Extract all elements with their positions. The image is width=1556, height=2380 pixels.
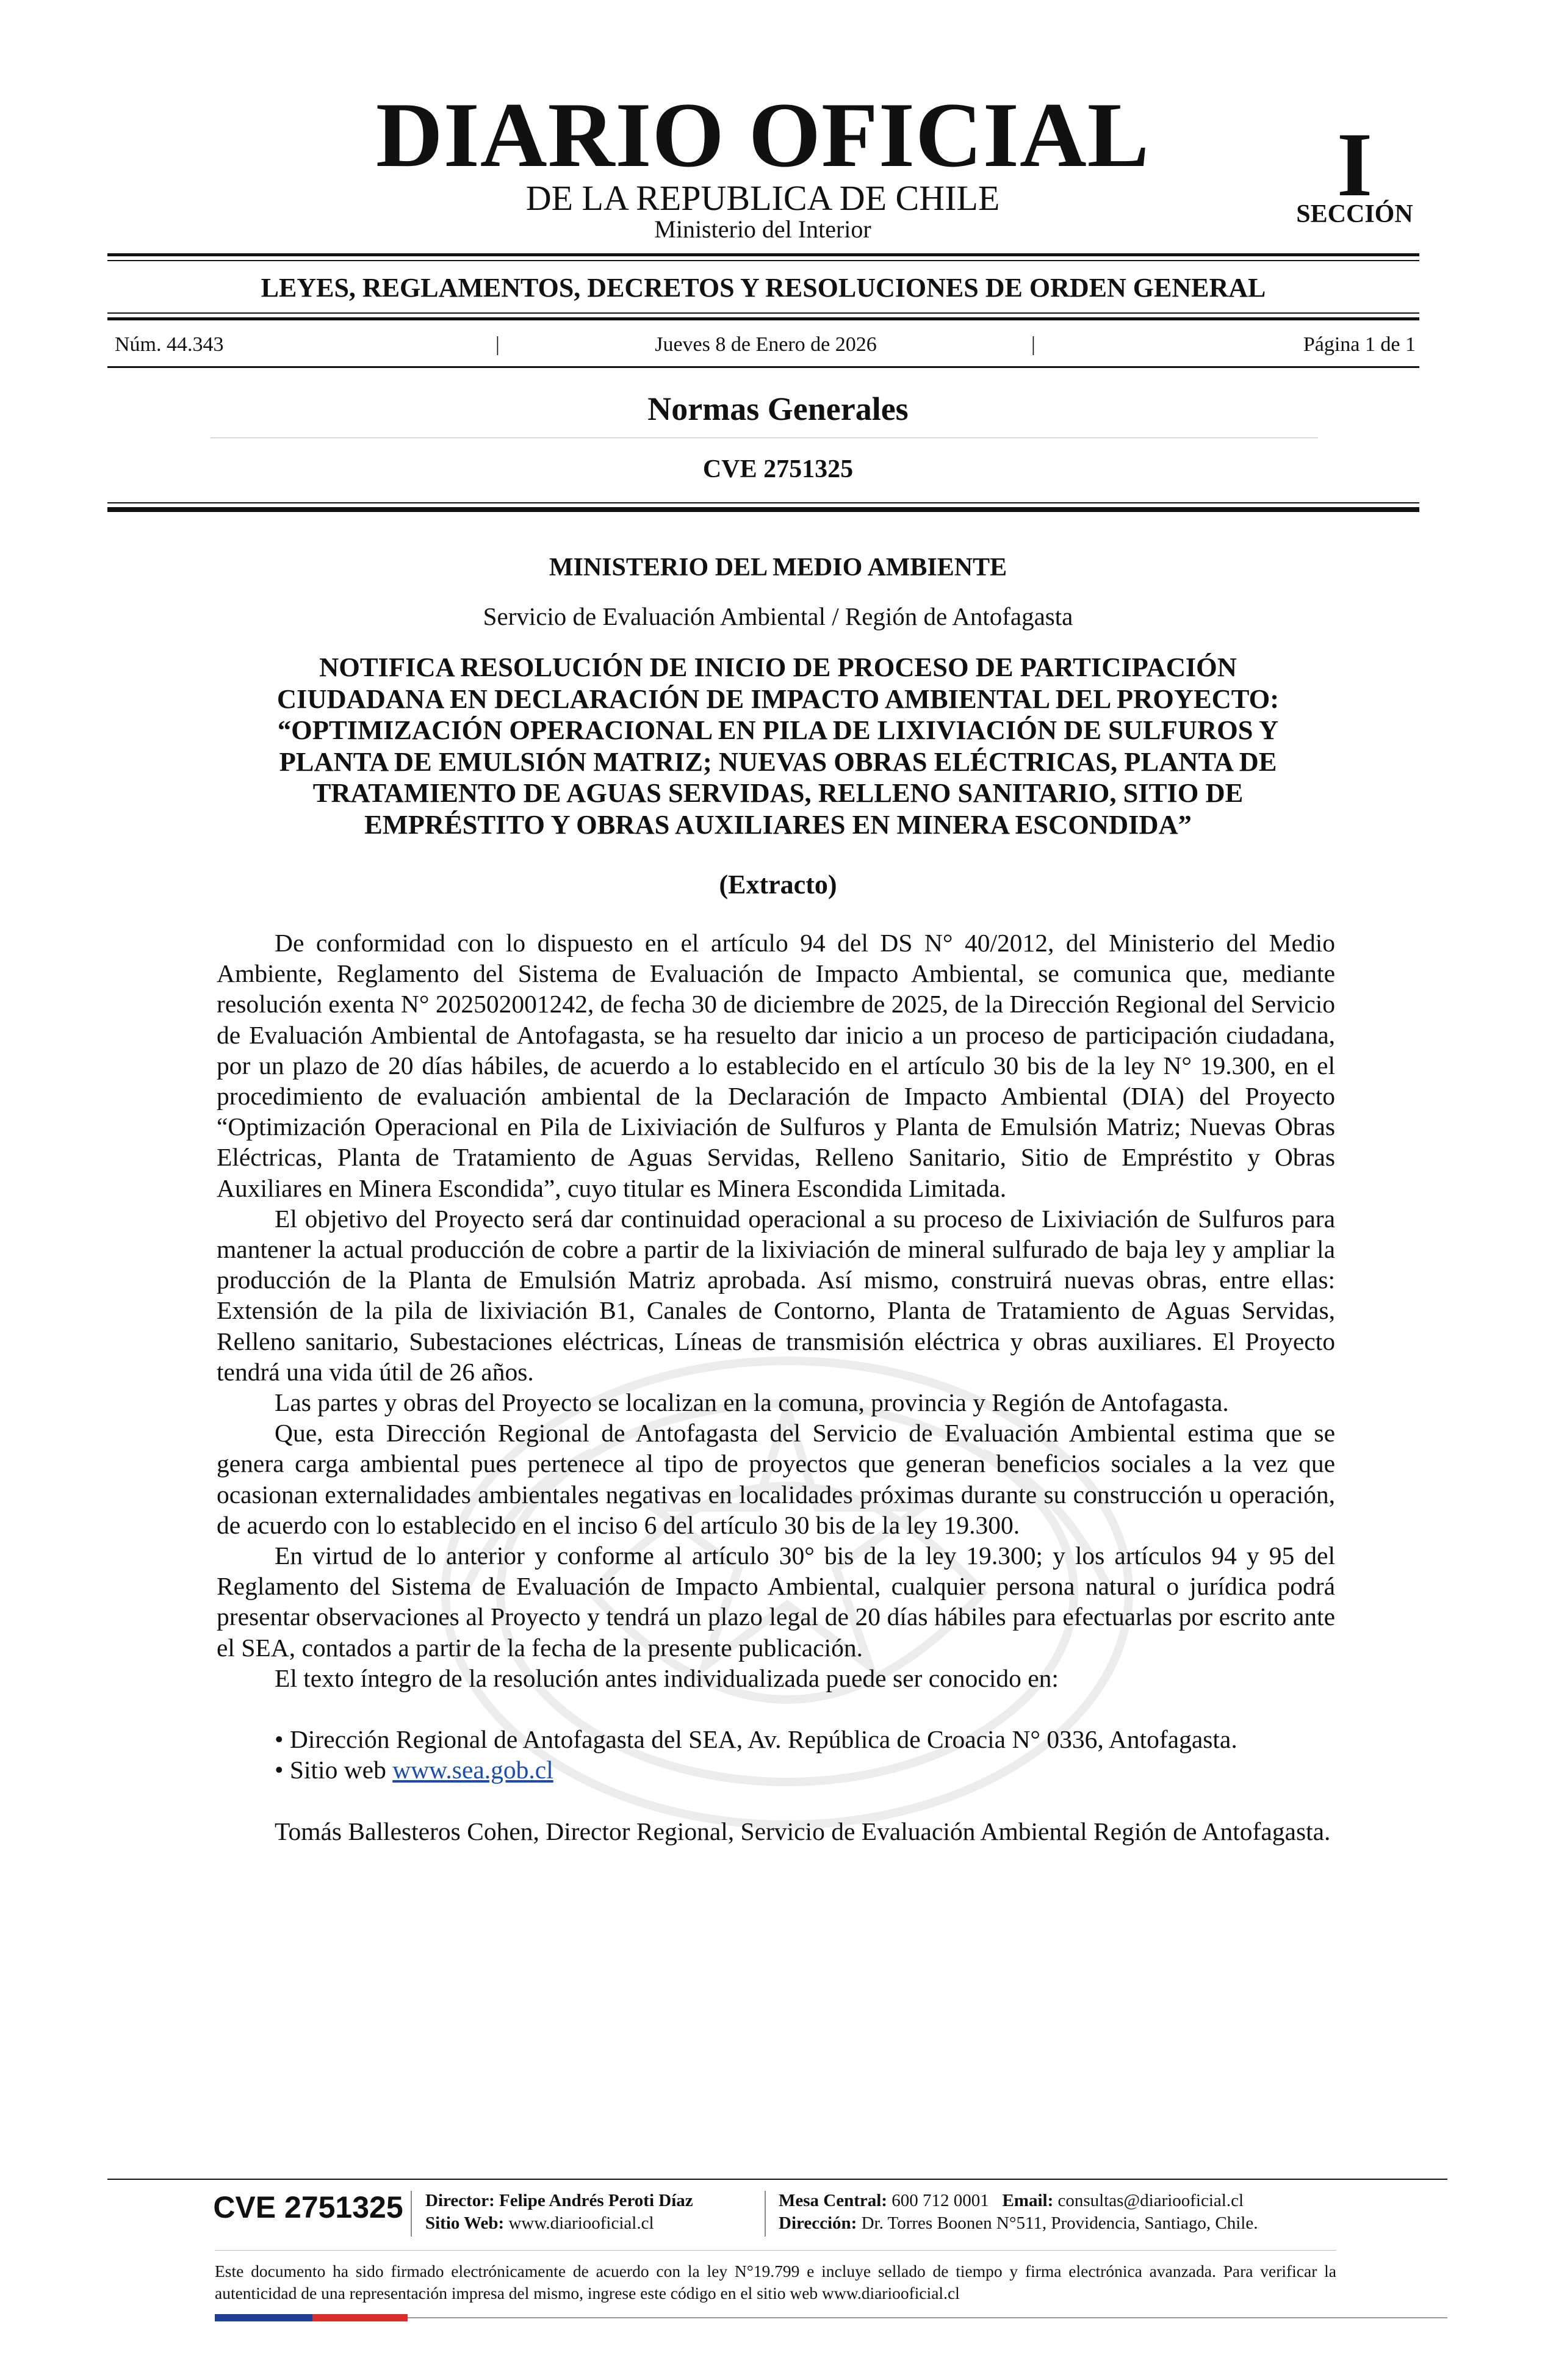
category-rule-bottom-thick — [107, 317, 1419, 320]
director-label: Director: — [425, 2191, 495, 2210]
section-label: SECCIÓN — [1296, 200, 1413, 228]
bullet-office: • Dirección Regional de Antofagasta del SEA, Av. República de Croacia N° 0336, Antofagasta. — [275, 1725, 1237, 1754]
masthead-title: DIARIO OFICIAL — [375, 84, 1150, 186]
email-label: Email: — [1002, 2191, 1054, 2210]
section-heading: Normas Generales — [647, 391, 909, 427]
footer-rule-top — [107, 2179, 1447, 2180]
footer-note: Este documento ha sido firmado electrónicamente de acuerdo con la ley N°19.799 e incluye sellado de tiempo y firma electrónica avanzada. Para verificar la autenticidad de una representación impresa del mismo, ingrese este código en el sitio web www.diariooficial.cl — [215, 2262, 1336, 2302]
footer-divider-left — [411, 2191, 412, 2237]
footer-director-block — [425, 2190, 767, 2235]
notice-title-line: TRATAMIENTO DE AGUAS SERVIDAS, RELLENO SANITARIO, SITIO DE — [312, 777, 1244, 808]
masthead-rule-top — [107, 253, 1419, 256]
masthead-rule-top-thin — [107, 260, 1419, 261]
address-value: Dr. Torres Boonen N°511, Providencia, Santiago, Chile. — [861, 2213, 1258, 2233]
notice-title-line: PLANTA DE EMULSIÓN MATRIZ; NUEVAS OBRAS ELÉCTRICAS, PLANTA DE — [279, 746, 1277, 777]
flag-stripe-blue — [215, 2314, 312, 2321]
service-heading: Servicio de Evaluación Ambiental / Región de Antofagasta — [483, 602, 1073, 630]
issue-number: Núm. 44.343 — [115, 333, 224, 356]
site-value: www.diariooficial.cl — [508, 2213, 654, 2233]
footer-contact-block — [779, 2190, 1358, 2235]
footer-rule-bottom — [408, 2317, 1447, 2318]
issue-separator-right: | — [1031, 333, 1036, 356]
notice-title-line: “OPTIMIZACIÓN OPERACIONAL EN PILA DE LIXIVIACIÓN DE SULFUROS Y — [277, 715, 1279, 745]
issue-page: Página 1 de 1 — [1303, 333, 1416, 356]
footer-cve: CVE 2751325 — [213, 2190, 403, 2224]
extract-label: (Extracto) — [719, 870, 837, 900]
cve-rule-thin — [107, 502, 1419, 503]
notice-title-line: EMPRÉSTITO Y OBRAS AUXILIARES EN MINERA ESCONDIDA” — [364, 809, 1192, 840]
desk-value: 600 712 0001 — [891, 2191, 989, 2210]
flag-stripe-red — [312, 2314, 408, 2321]
notice-title-line: CIUDADANA EN DECLARACIÓN DE IMPACTO AMBIENTAL DEL PROYECTO: — [276, 683, 1280, 714]
notice-title — [183, 652, 1373, 840]
info-rule — [107, 366, 1419, 368]
category-heading: LEYES, REGLAMENTOS, DECRETOS Y RESOLUCIONES DE ORDEN GENERAL — [261, 273, 1266, 303]
address-label: Dirección: — [779, 2213, 857, 2233]
site-label: Sitio Web: — [425, 2213, 505, 2233]
director-name: Felipe Andrés Peroti Díaz — [499, 2191, 693, 2210]
bullet-website-label: • Sitio web — [275, 1756, 393, 1784]
body-paragraph: Que, esta Dirección Regional de Antofagasta del Servicio de Evaluación Ambiental estima que se genera carga ambiental pues pertenece al tipo de proyectos que generan beneficios sociales a la vez que ocasionan externalidades ambientales negativas en localidades próximas durante su construcción u operación, de acuerdo con lo establecido en el inciso 6 del artículo 30 bis de la ley 19.300. — [217, 1419, 1335, 1539]
cve-heading: CVE 2751325 — [702, 455, 854, 483]
body-paragraph: El objetivo del Proyecto será dar continuidad operacional a su proceso de Lixiviación de Sulfuros para mantener la actual producción de cobre a partir de la lixiviación de mineral sulfurado de baja ley y ampliar la producción de la Planta de Emulsión Matriz aprobada. Así mismo, construirá nuevas obras, entre ellas: Extensión de la pila de lixiviación B1, Canales de Contorno, Planta de Tratamiento de Aguas Servidas, Relleno sanitario, Subestaciones eléctricas, Líneas de transmisión eléctrica y obras auxiliares. El Proyecto tendrá una vida útil de 26 años. — [217, 1204, 1335, 1386]
issue-date: Jueves 8 de Enero de 2026 — [655, 333, 877, 356]
email-value: consultas@diariooficial.cl — [1057, 2191, 1244, 2210]
desk-label: Mesa Central: — [779, 2191, 887, 2210]
body-paragraph: De conformidad con lo dispuesto en el artículo 94 del DS N° 40/2012, del Ministerio del Medio Ambiente, Reglamento del Sistema de Evaluación de Impacto Ambiental, se comunica que, mediante resolución exenta N° 202502001242, de fecha 30 de diciembre de 2025, de la Dirección Regional del Servicio de Evaluación Ambiental de Antofagasta, se ha resuelto dar inicio a un proceso de participación ciudadana, por un plazo de 20 días hábiles, de acuerdo a lo establecido en el artículo 30 bis de la ley N° 19.300, en el procedimiento de evaluación ambiental de la Declaración de Impacto Ambiental (DIA) del Proyecto “Optimización Operacional en Pila de Lixiviación de Sulfuros y Planta de Emulsión Matriz; Nuevas Obras Eléctricas, Planta de Tratamiento de Aguas Servidas, Relleno Sanitario, Sitio de Empréstito y Obras Auxiliares en Minera Escondida”, cuyo titular es Minera Escondida Limitada. — [217, 929, 1335, 1202]
masthead-ministry: Ministerio del Interior — [654, 215, 871, 243]
masthead-subtitle: DE LA REPUBLICA DE CHILE — [525, 178, 1000, 218]
body-paragraph: Las partes y obras del Proyecto se localizan en la comuna, provincia y Región de Antofagasta. — [275, 1388, 1229, 1417]
website-link[interactable]: www.sea.gob.cl — [392, 1756, 553, 1784]
body-paragraph: El texto íntegro de la resolución antes individualizada puede ser conocido en: — [275, 1664, 1059, 1692]
cve-rule-thick — [107, 507, 1419, 512]
bullet-website — [217, 1754, 1335, 1785]
notice-title-line: NOTIFICA RESOLUCIÓN DE INICIO DE PROCESO DE PARTICIPACIÓN — [319, 652, 1237, 682]
issue-separator-left: | — [495, 333, 500, 356]
footer-divider-right — [765, 2191, 766, 2237]
ministry-heading: MINISTERIO DEL MEDIO AMBIENTE — [549, 554, 1007, 582]
signature: Tomás Ballesteros Cohen, Director Regional, Servicio de Evaluación Ambiental Región de Antofagasta. — [275, 1817, 1331, 1845]
body-paragraph: En virtud de lo anterior y conforme al artículo 30° bis de la ley 19.300; y los artículos 94 y 95 del Reglamento del Sistema de Evaluación de Impacto Ambiental, cualquier persona natural o jurídica podrá presentar observaciones al Proyecto y tendrá un plazo legal de 20 días hábiles para efectuarlas por escrito ante el SEA, contados a partir de la fecha de la presente publicación. — [217, 1542, 1335, 1662]
footer-rule-mid — [215, 2250, 1336, 2251]
notice-body — [217, 928, 1335, 1847]
category-rule-bottom — [107, 312, 1419, 314]
section-number: I — [1336, 114, 1373, 215]
